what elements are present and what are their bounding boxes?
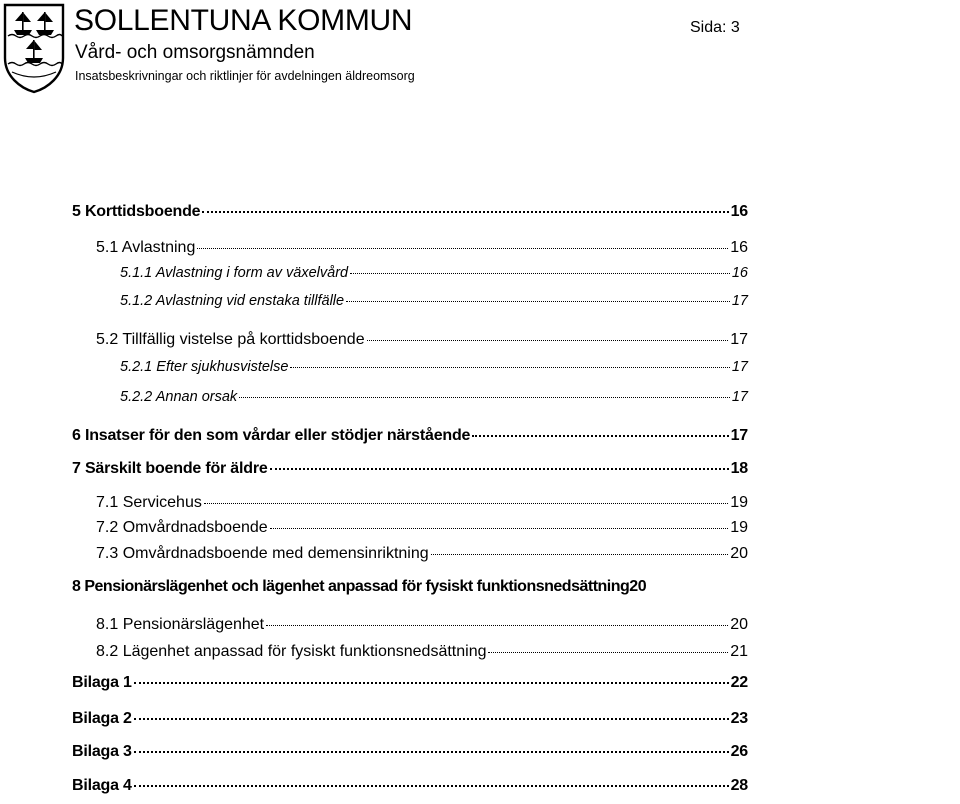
- toc-entry[interactable]: [96, 616, 748, 634]
- toc-entry-page: 23: [730, 710, 748, 727]
- toc-entry-title: 8.1 Pensionärslägenhet: [96, 616, 265, 633]
- toc-entry-page: 16: [730, 203, 748, 220]
- dot-leader: [431, 554, 729, 555]
- toc-entry[interactable]: [72, 578, 764, 596]
- dot-leader: [134, 682, 729, 684]
- toc-entry-page: 17: [731, 359, 748, 375]
- toc-entry-page: 17: [730, 331, 748, 348]
- toc-entry-title: 5.1.2 Avlastning vid enstaka tillfälle: [120, 293, 345, 309]
- toc-entry-title: 7 Särskilt boende för äldre: [72, 460, 268, 477]
- toc-entry-title: 8.2 Lägenhet anpassad för fysiskt funktionsnedsättning: [96, 643, 487, 660]
- toc-entry-title: 8 Pensionärslägenhet och lägenhet anpassad för fysiskt funktionsnedsättning: [72, 578, 630, 595]
- dot-leader: [197, 248, 728, 249]
- dot-leader: [134, 751, 729, 753]
- toc-entry-page: 20: [730, 616, 748, 633]
- toc-entry[interactable]: [96, 519, 748, 537]
- toc-entry[interactable]: [120, 265, 748, 281]
- board-name: Vård- och omsorgsnämnden: [75, 42, 315, 63]
- toc-entry-title: 5.2 Tillfällig vistelse på korttidsboende: [96, 331, 365, 348]
- toc-entry[interactable]: [96, 494, 748, 512]
- dot-leader: [472, 435, 728, 437]
- toc-entry-title: Bilaga 1: [72, 674, 132, 691]
- toc-entry-title: Bilaga 4: [72, 777, 132, 794]
- organization-name: SOLLENTUNA KOMMUN: [74, 4, 413, 37]
- toc-entry-page: 18: [730, 460, 748, 477]
- toc-entry[interactable]: [96, 331, 748, 349]
- toc-entry[interactable]: [72, 203, 748, 221]
- toc-entry[interactable]: [96, 643, 748, 661]
- dot-leader: [239, 397, 730, 398]
- toc-entry[interactable]: [96, 545, 748, 563]
- toc-entry-title: 5.2.1 Efter sjukhusvistelse: [120, 359, 289, 375]
- toc-entry-title: 5.2.2 Annan orsak: [120, 389, 238, 405]
- toc-entry-page: 17: [731, 293, 748, 309]
- toc-entry-page: 21: [730, 643, 748, 660]
- toc-entry[interactable]: [96, 239, 748, 257]
- toc-entry[interactable]: [120, 293, 748, 309]
- toc-entry-page: 17: [730, 427, 748, 444]
- dot-leader: [346, 301, 730, 302]
- toc-entry[interactable]: [120, 359, 748, 375]
- toc-entry-title: 6 Insatser för den som vårdar eller stödjer närstående: [72, 427, 471, 444]
- page-number: Sida: 3: [690, 19, 740, 36]
- dot-leader: [204, 503, 728, 504]
- toc-entry-page: 16: [731, 265, 748, 281]
- toc-entry[interactable]: [72, 674, 748, 692]
- toc-entry-title: 7.3 Omvårdnadsboende med demensinriktning: [96, 545, 429, 562]
- toc-entry-page: 17: [731, 389, 748, 405]
- dot-leader: [350, 273, 730, 274]
- toc-entry-title: 5.1.1 Avlastning i form av växelvård: [120, 265, 349, 281]
- toc-entry[interactable]: [72, 777, 748, 795]
- dot-leader: [266, 625, 728, 626]
- toc-entry-title: 7.2 Omvårdnadsboende: [96, 519, 268, 536]
- dot-leader: [134, 718, 729, 720]
- dot-leader: [202, 211, 728, 213]
- toc-entry[interactable]: [72, 710, 748, 728]
- toc-entry-page: 28: [730, 777, 748, 794]
- document-subtitle: Insatsbeskrivningar och riktlinjer för avdelningen äldreomsorg: [75, 69, 415, 83]
- toc-entry-title: 7.1 Servicehus: [96, 494, 202, 511]
- dot-leader: [488, 652, 728, 653]
- dot-leader: [134, 785, 729, 787]
- dot-leader: [367, 340, 729, 341]
- toc-entry-title: 5 Korttidsboende: [72, 203, 201, 220]
- toc-entry[interactable]: [72, 743, 748, 761]
- dot-leader: [270, 528, 729, 529]
- dot-leader: [270, 468, 729, 470]
- toc-entry-page: 26: [730, 743, 748, 760]
- dot-leader: [290, 367, 729, 368]
- toc-entry[interactable]: [72, 427, 748, 445]
- toc-entry-title: Bilaga 2: [72, 710, 132, 727]
- toc-entry[interactable]: [120, 389, 748, 405]
- toc-entry-page: 19: [730, 494, 748, 511]
- toc-entry-page: 19: [730, 519, 748, 536]
- toc-entry-page: 20: [730, 545, 748, 562]
- toc-entry-page: 22: [730, 674, 748, 691]
- toc-entry-page: 20: [629, 578, 647, 595]
- toc-entry-page: 16: [730, 239, 748, 256]
- toc-entry[interactable]: [72, 460, 748, 478]
- toc-entry-title: Bilaga 3: [72, 743, 132, 760]
- toc-entry-title: 5.1 Avlastning: [96, 239, 196, 256]
